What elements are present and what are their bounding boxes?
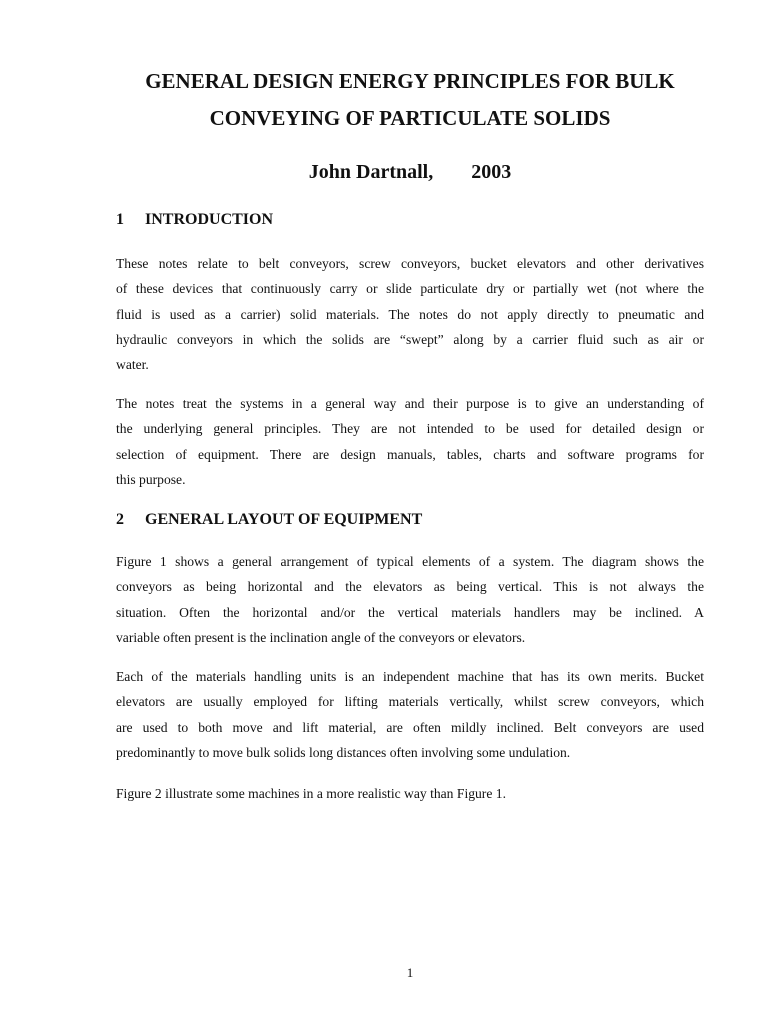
- document-title-line-1: GENERAL DESIGN ENERGY PRINCIPLES FOR BULK: [145, 69, 675, 93]
- section-heading-general-layout: [116, 509, 422, 531]
- paragraph: [116, 664, 704, 765]
- paragraph-line: conveyors as being horizontal and the elevators as being vertical. This is not always the: [116, 579, 704, 595]
- section-heading-introduction: [116, 209, 273, 231]
- page-number: 1: [406, 965, 414, 980]
- paragraph-line: selection of equipment. There are design manuals, tables, charts and software programs for: [116, 446, 704, 462]
- publication-year: 2003: [471, 161, 512, 183]
- document-page: [116, 0, 704, 1024]
- paragraph-line: this purpose.: [116, 471, 186, 487]
- paragraph: [116, 251, 704, 377]
- paragraph-line: Figure 1 shows a general arrangement of typical elements of a system. The diagram shows the: [116, 554, 704, 569]
- paragraph-line: water.: [116, 357, 149, 373]
- section-number: 1: [116, 211, 124, 228]
- section-number: 2: [116, 511, 124, 528]
- section-title: GENERAL LAYOUT OF EQUIPMENT: [145, 511, 423, 528]
- section-title: INTRODUCTION: [145, 211, 274, 228]
- paragraph: [116, 391, 704, 492]
- author-line: [116, 155, 704, 189]
- paragraph-line: Figure 2 illustrate some machines in a more realistic way than Figure 1.: [116, 786, 506, 801]
- document-title-line-2: CONVEYING OF PARTICULATE SOLIDS: [209, 106, 611, 130]
- paragraph-line: hydraulic conveyors in which the solids are “swept” along by a carrier fluid such as air or: [116, 331, 704, 347]
- paragraph-line: variable often present is the inclination angle of the conveyors or elevators.: [116, 629, 526, 645]
- paragraph: [116, 549, 704, 650]
- paragraph-line: predominantly to move bulk solids long distances often involving some undulation.: [116, 744, 571, 760]
- paragraph-line: situation. Often the horizontal and/or the vertical materials handlers may be inclined. A: [116, 604, 704, 620]
- paragraph-line: are used to both move and lift material, are often mildly inclined. Belt conveyors are used: [116, 719, 704, 735]
- paragraph-line: elevators are usually employed for lifting materials vertically, whilst screw conveyors, which: [116, 694, 704, 710]
- paragraph-line: fluid is used as a carrier) solid materials. The notes do not apply directly to pneumatic and: [116, 306, 704, 322]
- paragraph-line: the underlying general principles. They are not intended to be used for detailed design or: [116, 421, 704, 437]
- paragraph: [116, 781, 704, 806]
- paragraph-line: of these devices that continuously carry or slide particulate dry or partially wet (not where the: [116, 281, 704, 297]
- author-name: John Dartnall,: [308, 161, 434, 183]
- paragraph-line: Each of the materials handling units is an independent machine that has its own merits. Bucket: [116, 669, 704, 684]
- paragraph-line: The notes treat the systems in a general way and their purpose is to give an understanding of: [116, 396, 704, 411]
- paragraph-line: These notes relate to belt conveyors, screw conveyors, bucket elevators and other derivatives: [116, 256, 704, 271]
